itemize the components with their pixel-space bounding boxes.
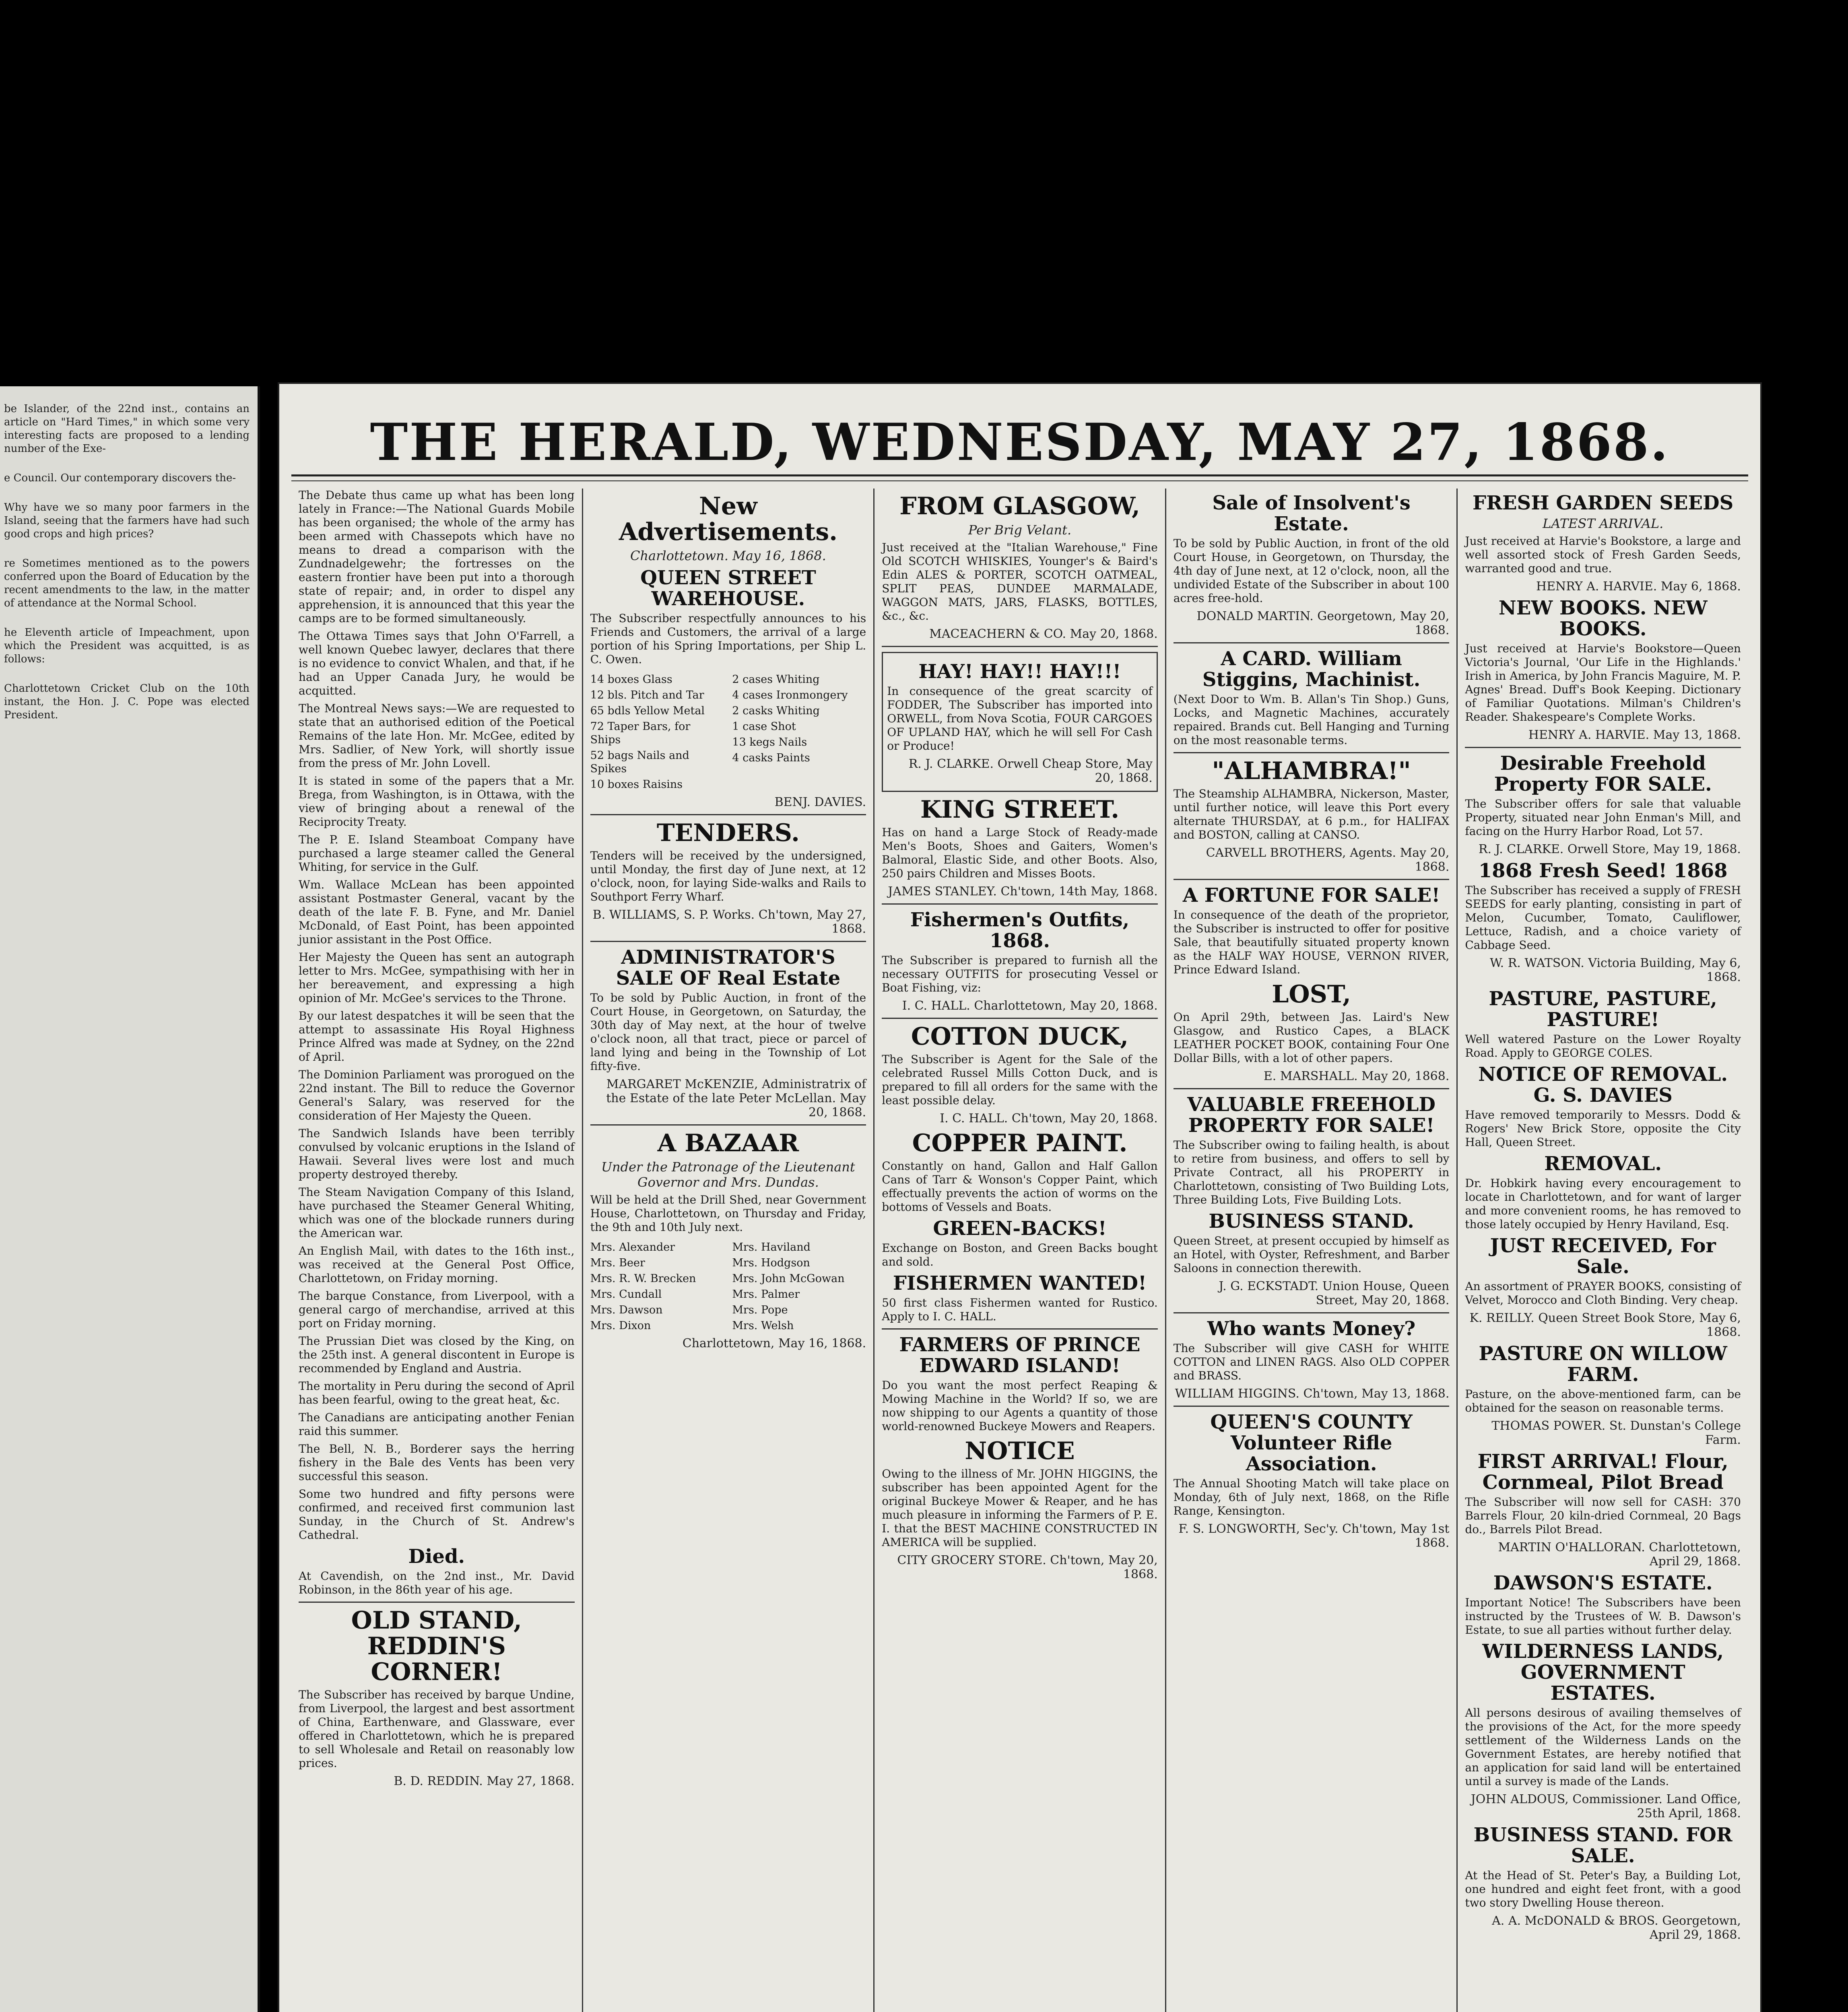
removal-text: Dr. Hobkirk having every encouragement to locate in Charlottetown, and for want of larger and more convenient rooms, he has removed to those lately occupied by Henry Haviland, Esq. [1465, 1177, 1741, 1231]
goods-item: 2 casks Whiting [732, 705, 820, 717]
books-heading: NEW BOOKS. NEW BOOKS. [1498, 597, 1708, 640]
separator [590, 1124, 866, 1126]
article-paragraph: Wm. Wallace McLean has been appointed assistant Postmaster General, vacant by the death of the late F. B. Fyne, and Mr. Daniel McDonald, of East Point, has been appointed junior assistant in the Post Office. [299, 878, 575, 946]
removal-notice-heading: NOTICE OF REMOVAL. G. S. DAVIES [1478, 1063, 1728, 1107]
fortune-text: In consequence of the death of the proprietor, the Subscriber is instructed to offer for positive Sale, that beautifully situated property known as the HALF WAY HOUSE, VERNON RIVER, Prince Edward Island. [1173, 908, 1450, 976]
bazaar-text: Will be held at the Drill Shed, near Government House, Charlottetown, on Thursday and Friday, the 9th and 10th July next. [590, 1193, 866, 1234]
article-paragraph: The Sandwich Islands have been terribly convulsed by volcanic eruptions in the Island of Hawaii. Several lives were lost and much property destroyed thereby. [299, 1127, 575, 1181]
king-street-text: Has on hand a Large Stock of Ready-made Men's Boots, Shoes and Gaiters, Women's Balmoral, Elastic Side, and other Boots. Also, 250 pairs Children and Misses Boots. [882, 826, 1158, 880]
goods-item: 4 cases Ironmongery [732, 689, 848, 701]
king-street-signature: JAMES STANLEY. Ch'town, 14th May, 1868. [888, 884, 1158, 899]
goods-item: 12 bls. Pitch and Tar [590, 689, 704, 701]
money-heading: Who wants Money? [1207, 1317, 1416, 1340]
fishermen-wanted-heading: FISHERMEN WANTED! [893, 1272, 1147, 1295]
masthead: THE HERALD, WEDNESDAY, MAY 27, 1868. [370, 412, 1670, 472]
seeds-signature: HENRY A. HARVIE. May 6, 1868. [1536, 579, 1741, 594]
separator [590, 814, 866, 815]
old-stand-text: The Subscriber has received by barque Undine, from Liverpool, the largest and best assortment of China, Earthenware, and Glassware, ever offered in Charlottetown, which he is prepared to sell Wholesale and Retail on reasonably low prices. [299, 1688, 575, 1770]
lady-name: Mrs. Alexander [590, 1241, 675, 1253]
dawson-text: Important Notice! The Subscribers have been instructed by the Trustees of W. B. Dawson's Estate, to sue all parties without further delay. [1465, 1596, 1741, 1637]
article-paragraph: Some two hundred and fifty persons were confirmed, and received first communion last Sunday, in the Church of St. Andrew's Cathedral. [299, 1487, 575, 1542]
business-stand-sale-signature: A. A. McDONALD & BROS. Georgetown, April 29, 1868. [1492, 1914, 1741, 1942]
article-paragraph: The Canadians are anticipating another Fenian raid this summer. [299, 1411, 575, 1438]
hay-ad [882, 652, 1158, 792]
separator [590, 941, 866, 942]
pasture-heading: PASTURE, PASTURE, PASTURE! [1489, 987, 1717, 1031]
farmers-text: Do you want the most perfect Reaping & Mowing Machine in the World? If so, we are now shipping to our Agents a quantity of those world-renowned Buckeye Mowers and Reapers. [882, 1379, 1158, 1433]
wilderness-signature: JOHN ALDOUS, Commissioner. Land Office, 25th April, 1868. [1471, 1792, 1741, 1820]
copper-text: Constantly on hand, Gallon and Half Gallon Cans of Tarr & Wonson's Copper Paint, which effectually prevents the action of worms on the bottoms of Vessels and Boats. [882, 1159, 1158, 1214]
seeds-heading: FRESH GARDEN SEEDS [1473, 492, 1734, 514]
masthead-rule [291, 474, 1748, 476]
just-received-heading: JUST RECEIVED, For Sale. [1490, 1235, 1716, 1278]
fishermen-outfits-heading: Fishermen's Outfits, 1868. [910, 909, 1130, 952]
qsw-heading: QUEEN STREET WAREHOUSE. [640, 567, 816, 610]
separator [1174, 1088, 1450, 1089]
alhambra-text: The Steamship ALHAMBRA, Nickerson, Master, until further notice, will leave this Port every alternate THURSDAY, at 6 p.m., for HALIFAX and BOSTON, calling at CANSO. [1173, 787, 1450, 841]
died-heading: Died. [408, 1545, 465, 1568]
notice-text: Owing to the illness of Mr. JOHN HIGGINS, the subscriber has been appointed Agent for the original Buckeye Mower & Reaper, and he has much pleasure in informing the Farmers of P. E. I. that the BEST MACHINE CONSTRUCTED IN AMERICA will be supplied. [882, 1467, 1158, 1549]
cotton-heading: COTTON DUCK, [911, 1022, 1129, 1051]
adjacent-page-fragment [0, 386, 260, 2012]
desirable-freehold-heading: Desirable Freehold Property FOR SALE. [1494, 752, 1712, 796]
article-paragraph: The barque Constance, from Liverpool, with a general cargo of merchandise, arrived at this port on Friday morning. [299, 1289, 575, 1330]
separator [882, 903, 1158, 905]
adjacent-text: Why have we so many poor farmers in the Island, seeing that the farmers have had such good crops and high prices? [4, 501, 250, 540]
adjacent-text: re Sometimes mentioned as to the powers conferred upon the Board of Education by the recent amendments to the law, in the matter of attendance at the Normal School. [4, 557, 250, 609]
goods-list [590, 670, 866, 794]
books-text: Just received at Harvie's Bookstore—Queen Victoria's Journal, 'Our Life in the Highlands.' Irish in America, by John Francis Maguire, M. P. Agnes' Bread. Duff's Book Keeping. Dictionary of Familiar Quotations. Milman's Children's Reader. Shakespeare's Complete Works. [1465, 642, 1741, 724]
tenders-text: Tenders will be received by the undersigned, until Monday, the first day of June next, at 12 o'clock, noon, for laying Side-walks and Rails to Southport Ferry Wharf. [590, 849, 866, 903]
glasgow-signature: MACEACHERN & CO. May 20, 1868. [929, 627, 1158, 641]
lady-name: Mrs. Welsh [732, 1319, 794, 1332]
article-paragraph: The Steam Navigation Company of this Island, have purchased the Steamer General Whiting, which was one of the blockade runners during the American war. [299, 1185, 575, 1240]
article-paragraph: The Montreal News says:—We are requested to state that an authorised edition of the Poetical Remains of the late Hon. Mr. McGee, edited by Mrs. Sadlier, of New York, will shortly issue from the press of Mr. John Lovell. [299, 702, 575, 770]
separator [1174, 752, 1450, 753]
goods-item: 65 bdls Yellow Metal [590, 705, 705, 717]
separator [882, 1328, 1158, 1330]
card-text: (Next Door to Wm. B. Allan's Tin Shop.) Guns, Locks, and Magnetic Machines, accurately repaired. Brands cut. Bell Hanging and Turning on the most reasonable terms. [1173, 693, 1450, 747]
lady-name: Mrs. John McGowan [732, 1272, 845, 1285]
masthead-rule-thin [291, 480, 1748, 481]
admin-sale-signature: MARGARET McKENZIE, Administratrix of the Estate of the late Peter McLellan. May 20, 1868. [606, 1077, 866, 1119]
seeds-subtitle: LATEST ARRIVAL. [1543, 516, 1664, 531]
lady-name: Mrs. Dixon [590, 1319, 651, 1332]
fortune-heading: A FORTUNE FOR SALE! [1182, 884, 1440, 907]
money-signature: WILLIAM HIGGINS. Ch'town, May 13, 1868. [1175, 1387, 1450, 1401]
pasture-text: Well watered Pasture on the Lower Royalty Road. Apply to GEORGE COLES. [1465, 1033, 1741, 1060]
just-received-text: An assortment of PRAYER BOOKS, consisting of Velvet, Morocco and Cloth Binding. Very cheap. [1465, 1280, 1741, 1307]
qsw-text: The Subscriber respectfully announces to his Friends and Customers, the arrival of a large portion of his Spring Importations, per Ship L. C. Owen. [590, 612, 866, 666]
obituary: At Cavendish, on the 2nd inst., Mr. David Robinson, in the 86th year of his age. [299, 1569, 575, 1596]
separator [882, 646, 1158, 647]
separator [1174, 1312, 1450, 1313]
article-paragraph: The Dominion Parliament was prorogued on the 22nd instant. The Bill to reduce the Governor General's Salary, was reserved for the consideration of Her Majesty the Queen. [299, 1068, 575, 1122]
article-paragraph: The Bell, N. B., Borderer says the herring fishery in the Bale des Vents has been very successful this season. [299, 1442, 575, 1483]
willow-farm-heading: PASTURE ON WILLOW FARM. [1479, 1342, 1727, 1386]
fresh-seed-heading: 1868 Fresh Seed! 1868 [1478, 860, 1728, 882]
qsw-signature: BENJ. DAVIES. [774, 795, 866, 809]
lost-heading: LOST, [1272, 980, 1351, 1008]
lady-name: Mrs. Pope [732, 1304, 788, 1316]
goods-item: 13 kegs Nails [732, 736, 807, 748]
tenders-heading: TENDERS. [656, 819, 800, 847]
separator [1465, 747, 1741, 748]
goods-item: 10 boxes Raisins [590, 778, 683, 791]
adjacent-text: he Eleventh article of Impeachment, upon which the President was acquitted, is as follows: [4, 627, 250, 665]
king-street-heading: KING STREET. [920, 796, 1120, 824]
fishermen-outfits-signature: I. C. HALL. Charlottetown, May 20, 1868. [902, 999, 1158, 1013]
column-1 [291, 489, 583, 2012]
article-paragraph: It is stated in some of the papers that a Mr. Brega, from Washington, is in Ottawa, with the view of bringing about a renewal of the Reciprocity Treaty. [299, 774, 575, 829]
insolvent-heading: Sale of Insolvent's Estate. [1212, 492, 1411, 535]
wilderness-heading: WILDERNESS LANDS, GOVERNMENT ESTATES. [1482, 1640, 1724, 1705]
notice-heading: NOTICE [965, 1437, 1075, 1465]
bazaar-date: Charlottetown, May 16, 1868. [682, 1336, 866, 1350]
freehold-text: The Subscriber owing to failing health, is about to retire from business, and offers to sell by Private Contract, all his PROPERTY in Charlottetown, consisting of Two Building Lots, Three Building Lots, Five Building Lots. [1173, 1138, 1450, 1206]
freehold-heading: VALUABLE FREEHOLD PROPERTY FOR SALE! [1187, 1093, 1436, 1137]
separator [1174, 642, 1450, 643]
column-5 [1458, 489, 1748, 2012]
dawson-heading: DAWSON'S ESTATE. [1493, 1572, 1713, 1594]
hay-heading: HAY! HAY!! HAY!!! [918, 660, 1121, 683]
separator [299, 1602, 575, 1603]
separator [882, 1018, 1158, 1019]
desirable-freehold-text: The Subscriber offers for sale that valuable Property, situated near John Enman's Mill, and facing on the Hurry Harbor Road, Lot 57. [1465, 797, 1741, 838]
wilderness-text: All persons desirous of availing themselves of the provisions of the Act, for the more speedy settlement of the Wilderness Lands on the Government Estates, are hereby notified that an application for said land will be entertained until a survey is made of the Lands. [1465, 1706, 1741, 1788]
adjacent-text: e Council. Our contemporary discovers the- [4, 472, 236, 484]
new-ads-heading: New Advertisements. [619, 492, 838, 546]
glasgow-subtitle: Per Brig Velant. [968, 522, 1072, 538]
money-text: The Subscriber will give CASH for WHITE COTTON and LINEN RAGS. Also OLD COPPER and BRASS. [1173, 1342, 1450, 1382]
business-stand-heading: BUSINESS STAND. [1209, 1210, 1414, 1233]
goods-item: 1 case Shot [732, 720, 796, 733]
removal-heading: REMOVAL. [1544, 1152, 1662, 1175]
flour-text: The Subscriber will now sell for CASH: 370 Barrels Flour, 20 kiln-dried Cornmeal, 20 Bags do., Barrels Pilot Bread. [1465, 1495, 1741, 1536]
column-2 [583, 489, 875, 2012]
goods-item: 4 casks Paints [732, 752, 810, 764]
just-received-signature: K. REILLY. Queen Street Book Store, May 6, 1868. [1469, 1311, 1741, 1339]
article-paragraph: Her Majesty the Queen has sent an autograph letter to Mrs. McGee, sympathising with her in her bereavement, and expressing a high opinion of Mr. McGee's services to the Throne. [299, 950, 575, 1005]
goods-item: 52 bags Nails and Spikes [590, 749, 689, 775]
adjacent-text: be Islander, of the 22nd inst., contains an article on "Hard Times," in which some very interesting facts are proposed to a lending number of the Exe- [4, 403, 250, 455]
business-stand-signature: J. G. ECKSTADT. Union House, Queen Street, May 20, 1868. [1219, 1279, 1450, 1307]
alhambra-signature: CARVELL BROTHERS, Agents. May 20, 1868. [1206, 846, 1450, 874]
lady-name: Mrs. Cundall [590, 1288, 662, 1301]
desirable-freehold-signature: R. J. CLARKE. Orwell Store, May 19, 1868. [1478, 842, 1741, 856]
fishermen-wanted-text: 50 first class Fishermen wanted for Rustico. Apply to I. C. HALL. [882, 1296, 1158, 1323]
rifle-signature: F. S. LONGWORTH, Sec'y. Ch'town, May 1st 1868. [1178, 1522, 1450, 1550]
lady-name: Mrs. Hodgson [732, 1257, 810, 1269]
greenbacks-text: Exchange on Boston, and Green Backs bought and sold. [882, 1241, 1158, 1268]
lost-text: On April 29th, between Jas. Laird's New Glasgow, and Rustico Capes, a BLACK LEATHER POCKET BOOK, containing Four One Dollar Bills, with a lot of other papers. [1173, 1010, 1450, 1065]
lady-name: Mrs. Palmer [732, 1288, 800, 1301]
removal-notice-text: Have removed temporarily to Messrs. Dodd & Rogers' New Brick Store, opposite the City Hall, Queen Street. [1465, 1108, 1741, 1149]
rifle-text: The Annual Shooting Match will take place on Monday, 6th of July next, 1868, on the Rifle Range, Kensington. [1173, 1477, 1450, 1517]
goods-item: 14 boxes Glass [590, 673, 672, 686]
goods-item: 72 Taper Bars, for Ships [590, 720, 691, 746]
article-paragraph: By our latest despatches it will be seen that the attempt to assassinate His Royal Highness Prince Alfred was made at Sydney, on the 22nd of April. [299, 1009, 575, 1064]
flour-heading: FIRST ARRIVAL! Flour, Cornmeal, Pilot Bread [1477, 1450, 1728, 1494]
article-paragraph: An English Mail, with dates to the 16th inst., was received at the General Post Office, Charlottetown, on Friday morning. [299, 1244, 575, 1285]
separator [1174, 1406, 1450, 1407]
business-stand-sale-heading: BUSINESS STAND. FOR SALE. [1473, 1824, 1732, 1867]
business-stand-sale-text: At the Head of St. Peter's Bay, a Building Lot, one hundred and eight feet front, with a good two story Dwelling House thereon. [1465, 1869, 1741, 1909]
willow-farm-text: Pasture, on the above-mentioned farm, can be obtained for the season on reasonable terms. [1465, 1387, 1741, 1414]
lady-name: Mrs. Haviland [732, 1241, 811, 1253]
separator [1174, 879, 1450, 880]
article-paragraph: The mortality in Peru during the second of April has been fearful, owing to the great heat, &c. [299, 1379, 575, 1406]
tenders-signature: B. WILLIAMS, S. P. Works. Ch'town, May 27, 1868. [592, 908, 866, 936]
lady-name: Mrs. Beer [590, 1257, 645, 1269]
columns [291, 489, 1748, 2012]
glasgow-heading: FROM GLASGOW, [899, 492, 1140, 520]
article-paragraph: The Prussian Diet was closed by the King, on the 25th inst. A general discontent in Europe is recommended by England and Austria. [299, 1334, 575, 1375]
bazaar-subtitle: Under the Patronage of the Lieutenant Governor and Mrs. Dundas. [601, 1159, 855, 1190]
copper-heading: COPPER PAINT. [912, 1129, 1128, 1157]
cotton-signature: I. C. HALL. Ch'town, May 20, 1868. [940, 1111, 1158, 1126]
seeds-text: Just received at Harvie's Bookstore, a large and well assorted stock of Fresh Garden Seeds, warranted good and true. [1465, 534, 1741, 575]
bazaar-heading: A BAZAAR [657, 1129, 799, 1157]
notice-signature: CITY GROCERY STORE. Ch'town, May 20, 1868. [897, 1553, 1158, 1581]
adjacent-text: Charlottetown Cricket Club on the 10th instant, the Hon. J. C. Pope was elected President. [4, 682, 250, 721]
card-heading: A CARD. William Stiggins, Machinist. [1202, 647, 1421, 691]
insolvent-text: To be sold by Public Auction, in front of the old Court House, in Georgetown, on Thursday, the 4th day of June next, at 12 o'clock, noon, all the undivided Estate of the Subscriber in about 100 acres free-hold. [1173, 537, 1450, 605]
article-paragraph: The Debate thus came up what has been long lately in France:—The National Guards Mobile has been organised; the whole of the army has been armed with Chassepots which have no means to dread a comparison with the Zundnadelgewehr; the fortresses on the eastern frontier have been put into a thorough state of repair; and, in order to dispel any apprehension, it is announced that this year the camps are to be formed simultaneously. [299, 489, 575, 625]
glasgow-text: Just received at the "Italian Warehouse," Fine Old SCOTCH WHISKIES, Younger's & Baird's Edin ALES & PORTER, SCOTCH OATMEAL, SPLIT PEAS, DUNDEE MARMALADE, WAGGON MATS, JARS, FLASKS, BOTTLES, &c., &c. [882, 541, 1158, 623]
old-stand-signature: B. D. REDDIN. May 27, 1868. [394, 1774, 575, 1788]
admin-sale-text: To be sold by Public Auction, in front of the Court House, in Georgetown, on Saturday, the 30th day of May next, at the hour of twelve o'clock noon, all that tract, piece or parcel of land lying and being in the Township of Lot fifty-five. [590, 991, 866, 1073]
insolvent-signature: DONALD MARTIN. Georgetown, May 20, 1868. [1196, 609, 1450, 637]
admin-sale-heading: ADMINISTRATOR'S SALE OF Real Estate [616, 946, 841, 990]
fresh-seed-signature: W. R. WATSON. Victoria Building, May 6, 1868. [1490, 956, 1741, 984]
ladies-list [590, 1238, 866, 1335]
business-stand-text: Queen Street, at present occupied by himself as an Hotel, with Oyster, Refreshment, and Barber Saloons in connection therewith. [1173, 1234, 1450, 1275]
lady-name: Mrs. R. W. Brecken [590, 1272, 696, 1285]
column-4 [1166, 489, 1458, 2012]
hay-signature: R. J. CLARKE. Orwell Cheap Store, May 20, 1868. [908, 757, 1153, 785]
article-paragraph: The Ottawa Times says that John O'Farrell, a well known Quebec lawyer, declares that there is no evidence to convict Whalen, and that, if he had an Upper Canada Jury, he would be acquitted. [299, 629, 575, 697]
newspaper-page [278, 382, 1762, 2012]
alhambra-heading: "ALHAMBRA!" [1212, 757, 1411, 785]
column-3 [874, 489, 1166, 2012]
goods-item: 2 cases Whiting [732, 673, 820, 686]
fresh-seed-text: The Subscriber has received a supply of FRESH SEEDS for early planting, consisting in part of Melon, Cucumber, Tomato, Cauliflower, Lettuce, Radish, and a choice variety of Cabbage Seed. [1465, 884, 1741, 952]
willow-farm-signature: THOMAS POWER. St. Dunstan's College Farm. [1491, 1419, 1741, 1447]
old-stand-heading: OLD STAND, REDDIN'S CORNER! [351, 1606, 522, 1686]
lost-signature: E. MARSHALL. May 20, 1868. [1263, 1069, 1450, 1083]
fishermen-outfits-text: The Subscriber is prepared to furnish all the necessary OUTFITS for prosecuting Vessel or Boat Fishing, viz: [882, 954, 1158, 994]
article-paragraph: The P. E. Island Steamboat Company have purchased a large steamer called the General Whiting, for service in the Gulf. [299, 833, 575, 874]
dateline: Charlottetown. May 16, 1868. [630, 548, 826, 563]
hay-text: In consequence of the great scarcity of FODDER, The Subscriber has imported into ORWELL, from Nova Scotia, FOUR CARGOES OF UPLAND HAY, which he will sell For Cash or Produce! [887, 684, 1153, 752]
books-signature: HENRY A. HARVIE. May 13, 1868. [1528, 728, 1741, 742]
rifle-heading: QUEEN'S COUNTY Volunteer Rifle Association. [1210, 1411, 1413, 1475]
lady-name: Mrs. Dawson [590, 1304, 663, 1316]
farmers-heading: FARMERS OF PRINCE EDWARD ISLAND! [899, 1334, 1141, 1377]
greenbacks-heading: GREEN-BACKS! [933, 1217, 1107, 1240]
flour-signature: MARTIN O'HALLORAN. Charlottetown, April 29, 1868. [1498, 1540, 1741, 1569]
cotton-text: The Subscriber is Agent for the Sale of the celebrated Russel Mills Cotton Duck, and is prepared to fill all orders for the same with the least possible delay. [882, 1053, 1158, 1107]
